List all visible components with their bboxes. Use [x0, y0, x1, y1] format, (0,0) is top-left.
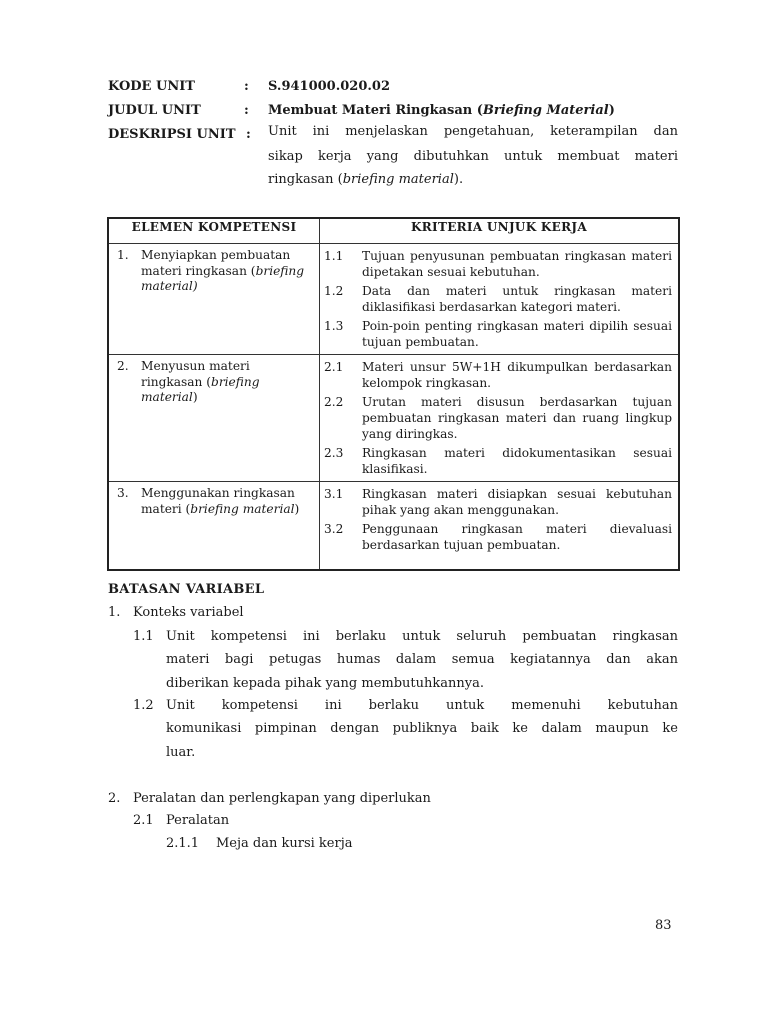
- batasan-sub-1-1-number: 1.1: [133, 629, 154, 644]
- batasan-sub-2-1-1-label: Meja dan kursi kerja: [216, 836, 353, 851]
- kriteria-number: 1.2: [324, 284, 344, 298]
- elemen-item: [117, 486, 315, 517]
- elemen-italic: briefing material: [190, 501, 295, 516]
- batasan-sub-2-1-number: 2.1: [133, 813, 154, 828]
- kode-unit-value: S.941000.020.02: [268, 79, 391, 94]
- header-elemen-kompetensi: ELEMEN KOMPETENSI: [108, 218, 320, 244]
- elemen-cell: [108, 355, 320, 482]
- kriteria-text: Ringkasan materi didokumentasikan sesuai klasifikasi.: [362, 446, 672, 476]
- elemen-label: Menyiapkan pembuatan materi ringkasan (: [141, 248, 291, 278]
- elemen-italic: briefing material): [141, 263, 305, 293]
- deskripsi-line-3: [268, 168, 678, 192]
- elemen-item: [117, 359, 315, 406]
- table-row: [108, 355, 679, 482]
- batasan-sub-2-1-1-number: 2.1.1: [166, 836, 200, 851]
- batasan-item-1-label: Konteks variabel: [133, 605, 244, 620]
- kriteria-item: [324, 359, 672, 391]
- batasan-sub-1-2-number: 1.2: [133, 698, 154, 713]
- kriteria-number: 3.1: [324, 487, 344, 501]
- table-row: [108, 244, 679, 355]
- elemen-text: [141, 248, 315, 295]
- kriteria-item: [324, 283, 672, 315]
- batasan-item-2-label: Peralatan dan perlengkapan yang diperlukan: [133, 791, 431, 806]
- elemen-label: Menyusun materi ringkasan (: [141, 359, 250, 389]
- kriteria-number: 3.2: [324, 522, 344, 536]
- batasan-sub-1-1-line-2: materi bagi petugas humas dalam semua kegiatannya dan akan: [166, 652, 678, 667]
- elemen-number: 2.: [117, 359, 129, 373]
- kriteria-number: 1.1: [324, 249, 344, 263]
- deskripsi-text: ringkasan (: [268, 172, 343, 187]
- table-row: [108, 482, 679, 570]
- batasan-sub-1-2-line-2: komunikasi pimpinan dengan publiknya baik ke dalam maupun ke: [166, 721, 678, 736]
- deskripsi-italic: briefing material: [342, 172, 454, 187]
- kriteria-text: Ringkasan materi disiapkan sesuai kebutuhan pihak yang akan menggunakan.: [362, 487, 672, 517]
- kriteria-cell: [320, 355, 680, 482]
- kriteria-number: 2.3: [324, 446, 344, 460]
- kriteria-number: 1.3: [324, 319, 344, 333]
- competency-table: [107, 217, 680, 571]
- kriteria-text: Urutan materi disusun berdasarkan tujuan pembuatan ringkasan materi dan ruang lingkup yang diringkas.: [362, 395, 672, 441]
- batasan-sub-2-1-label: Peralatan: [166, 813, 230, 828]
- batasan-sub-1-1-line-1: Unit kompetensi ini berlaku untuk seluruh pembuatan ringkasan: [166, 629, 678, 644]
- kriteria-text: Data dan materi untuk ringkasan materi diklasifikasi berdasarkan kategori materi.: [362, 284, 672, 314]
- elemen-cell: [108, 482, 320, 570]
- kriteria-cell: [320, 244, 680, 355]
- table-header-row: [108, 218, 679, 244]
- elemen-item: [117, 248, 315, 295]
- deskripsi-end: ).: [453, 172, 464, 187]
- header-kriteria-unjuk-kerja: KRITERIA UNJUK KERJA: [320, 218, 680, 244]
- elemen-text: [141, 486, 315, 517]
- kriteria-text: Materi unsur 5W+1H dikumpulkan berdasarkan kelompok ringkasan.: [362, 360, 672, 390]
- deskripsi-line-2: sikap kerja yang dibutuhkan untuk membuat materi: [268, 149, 678, 164]
- kriteria-text: Penggunaan ringkasan materi dievaluasi berdasarkan tujuan pembuatan.: [362, 522, 672, 552]
- elemen-number: 1.: [117, 248, 129, 262]
- kriteria-item: [324, 445, 672, 477]
- batasan-sub-1-1-line-3: diberikan kepada pihak yang membutuhkannya.: [166, 676, 484, 691]
- judul-unit-close: ): [608, 103, 615, 118]
- kriteria-number: 2.1: [324, 360, 344, 374]
- elemen-end: ): [294, 501, 300, 516]
- judul-unit-italic: Briefing Material: [482, 103, 609, 118]
- kriteria-cell: [320, 482, 680, 570]
- batasan-item-1-number: 1.: [108, 605, 121, 620]
- kriteria-item: [324, 521, 672, 553]
- elemen-label: Menggunakan ringkasan materi (: [141, 486, 295, 516]
- deskripsi-unit-label: DESKRIPSI UNIT: [108, 127, 236, 142]
- deskripsi-line-1: Unit ini menjelaskan pengetahuan, keterampilan dan: [268, 124, 678, 139]
- elemen-end: ): [192, 390, 198, 404]
- batasan-sub-1-2-line-1: Unit kompetensi ini berlaku untuk memenuhi kebutuhan: [166, 698, 678, 713]
- judul-unit-text: Membuat Materi Ringkasan (: [268, 103, 483, 118]
- kriteria-item: [324, 394, 672, 442]
- kode-unit-colon: :: [244, 79, 249, 94]
- kode-unit-label: KODE UNIT: [108, 79, 195, 94]
- batasan-item-2-number: 2.: [108, 791, 121, 806]
- batasan-sub-1-2-line-3: luar.: [166, 745, 196, 760]
- kriteria-item: [324, 248, 672, 280]
- judul-unit-label: JUDUL UNIT: [108, 103, 201, 118]
- judul-unit-colon: :: [244, 103, 249, 118]
- elemen-italic: briefing material: [141, 374, 260, 404]
- kriteria-item: [324, 486, 672, 518]
- batasan-variabel-title: BATASAN VARIABEL: [108, 582, 265, 597]
- elemen-text: [141, 359, 315, 406]
- kriteria-text: Poin-poin penting ringkasan materi dipilih sesuai tujuan pembuatan.: [362, 319, 672, 349]
- kriteria-item: [324, 318, 672, 350]
- elemen-number: 3.: [117, 486, 129, 500]
- deskripsi-unit-colon: :: [246, 127, 251, 142]
- elemen-cell: [108, 244, 320, 355]
- page-number: 83: [655, 918, 672, 933]
- kode-unit-row: [108, 75, 688, 99]
- kriteria-text: Tujuan penyusunan pembuatan ringkasan materi dipetakan sesuai kebutuhan.: [362, 249, 672, 279]
- kriteria-number: 2.2: [324, 395, 344, 409]
